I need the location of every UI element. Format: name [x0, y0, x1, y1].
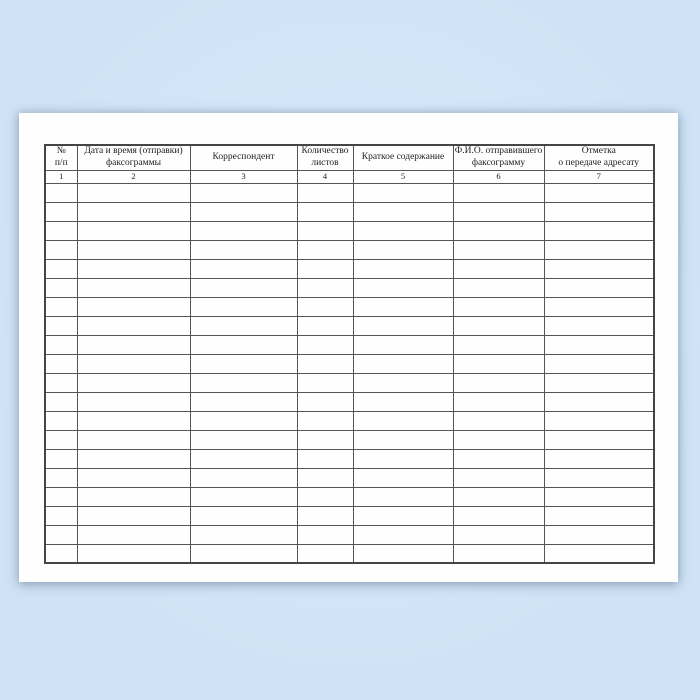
- blank-cell: [453, 316, 544, 335]
- blank-entry-row: [45, 259, 654, 278]
- blank-cell: [77, 297, 190, 316]
- blank-cell: [297, 202, 353, 221]
- blank-entry-row: [45, 430, 654, 449]
- blank-cell: [453, 221, 544, 240]
- column-number: 2: [77, 170, 190, 183]
- blank-cell: [353, 221, 453, 240]
- header-line: Количество: [301, 146, 349, 157]
- blank-cell: [353, 449, 453, 468]
- blank-cell: [297, 544, 353, 563]
- blank-cell: [297, 316, 353, 335]
- fax-log-table: [44, 144, 655, 564]
- blank-cell: [77, 544, 190, 563]
- blank-cell: [453, 449, 544, 468]
- blank-cell: [453, 506, 544, 525]
- blank-cell: [353, 297, 453, 316]
- blank-cell: [77, 221, 190, 240]
- blank-cell: [353, 544, 453, 563]
- blank-cell: [190, 316, 297, 335]
- header-line: листов: [311, 157, 339, 168]
- blank-cell: [353, 202, 453, 221]
- blank-cell: [453, 430, 544, 449]
- header-line: Краткое содержание: [361, 152, 445, 162]
- blank-cell: [190, 525, 297, 544]
- column-number-row: [45, 170, 654, 183]
- blank-entry-row: [45, 506, 654, 525]
- column-header-date-time: [77, 145, 190, 170]
- blank-cell: [297, 525, 353, 544]
- blank-entry-row: [45, 240, 654, 259]
- blank-cell: [544, 544, 654, 563]
- blank-cell: [77, 278, 190, 297]
- blank-cell: [453, 544, 544, 563]
- blank-cell: [453, 259, 544, 278]
- blank-cell: [77, 411, 190, 430]
- blank-cell: [544, 430, 654, 449]
- blank-cell: [297, 392, 353, 411]
- header-line: Отметка: [581, 146, 616, 157]
- blank-cell: [45, 297, 77, 316]
- blank-cell: [297, 373, 353, 392]
- blank-cell: [45, 544, 77, 563]
- blank-entry-row: [45, 487, 654, 506]
- blank-cell: [45, 373, 77, 392]
- blank-cell: [190, 392, 297, 411]
- blank-cell: [45, 430, 77, 449]
- blank-cell: [453, 183, 544, 202]
- blank-cell: [45, 468, 77, 487]
- blank-cell: [297, 430, 353, 449]
- blank-entry-row: [45, 202, 654, 221]
- blank-cell: [353, 183, 453, 202]
- blank-cell: [453, 354, 544, 373]
- blank-cell: [297, 278, 353, 297]
- blank-cell: [190, 183, 297, 202]
- blank-cell: [353, 392, 453, 411]
- blank-entry-row: [45, 183, 654, 202]
- blank-entry-row: [45, 525, 654, 544]
- blank-cell: [544, 392, 654, 411]
- blank-cell: [544, 335, 654, 354]
- blank-cell: [544, 316, 654, 335]
- blank-cell: [77, 335, 190, 354]
- blank-cell: [45, 259, 77, 278]
- blank-cell: [190, 373, 297, 392]
- blank-cell: [77, 449, 190, 468]
- blank-cell: [544, 259, 654, 278]
- blank-cell: [77, 240, 190, 259]
- blank-cell: [77, 468, 190, 487]
- blank-cell: [544, 354, 654, 373]
- blank-cell: [353, 373, 453, 392]
- blank-cell: [77, 202, 190, 221]
- blank-cell: [190, 335, 297, 354]
- blank-cell: [353, 259, 453, 278]
- blank-cell: [544, 468, 654, 487]
- blank-cell: [544, 373, 654, 392]
- blank-entry-row: [45, 297, 654, 316]
- column-header-delivery-mark: [544, 145, 654, 170]
- blank-cell: [45, 240, 77, 259]
- blank-cell: [190, 354, 297, 373]
- blank-cell: [297, 221, 353, 240]
- blank-cell: [77, 373, 190, 392]
- blank-entry-row: [45, 354, 654, 373]
- blank-entry-row: [45, 278, 654, 297]
- blank-cell: [544, 506, 654, 525]
- blank-cell: [190, 544, 297, 563]
- blank-cell: [353, 278, 453, 297]
- blank-cell: [190, 202, 297, 221]
- blank-entry-row: [45, 335, 654, 354]
- blank-cell: [453, 525, 544, 544]
- blank-cell: [190, 240, 297, 259]
- blank-cell: [190, 487, 297, 506]
- blank-cell: [190, 506, 297, 525]
- blank-entry-row: [45, 449, 654, 468]
- column-header-summary: [353, 145, 453, 170]
- blank-cell: [453, 335, 544, 354]
- blank-cell: [45, 202, 77, 221]
- blank-cell: [77, 487, 190, 506]
- column-number: 1: [45, 170, 77, 183]
- blank-cell: [544, 240, 654, 259]
- blank-cell: [190, 297, 297, 316]
- blank-cell: [77, 392, 190, 411]
- blank-cell: [453, 297, 544, 316]
- blank-cell: [353, 411, 453, 430]
- blank-cell: [77, 259, 190, 278]
- header-line: факсограммы: [106, 157, 161, 168]
- blank-cell: [297, 354, 353, 373]
- blank-cell: [45, 487, 77, 506]
- blank-cell: [45, 354, 77, 373]
- blank-cell: [544, 202, 654, 221]
- blank-cell: [353, 506, 453, 525]
- blank-cell: [77, 430, 190, 449]
- blank-cell: [544, 487, 654, 506]
- column-number: 5: [353, 170, 453, 183]
- blank-cell: [453, 487, 544, 506]
- blank-cell: [353, 468, 453, 487]
- blank-cell: [453, 468, 544, 487]
- blank-cell: [297, 297, 353, 316]
- blank-cell: [45, 392, 77, 411]
- column-header-sheet-count: [297, 145, 353, 170]
- column-number: 3: [190, 170, 297, 183]
- blank-cell: [453, 202, 544, 221]
- blank-entry-row: [45, 392, 654, 411]
- blank-entry-row: [45, 468, 654, 487]
- blank-cell: [453, 240, 544, 259]
- blank-cell: [297, 335, 353, 354]
- blank-cell: [297, 411, 353, 430]
- column-number: 6: [453, 170, 544, 183]
- column-number: 4: [297, 170, 353, 183]
- blank-cell: [77, 183, 190, 202]
- blank-cell: [453, 392, 544, 411]
- blank-cell: [190, 449, 297, 468]
- blank-cell: [45, 525, 77, 544]
- header-line: №: [56, 146, 66, 157]
- blank-cell: [45, 335, 77, 354]
- blank-entry-row: [45, 373, 654, 392]
- form-page: [19, 113, 678, 582]
- header-line: факсограмму: [471, 157, 526, 168]
- blank-cell: [190, 259, 297, 278]
- blank-cell: [77, 316, 190, 335]
- blank-cell: [77, 354, 190, 373]
- header-line: Дата и время (отправки): [84, 146, 183, 157]
- blank-cell: [353, 487, 453, 506]
- blank-cell: [353, 354, 453, 373]
- blank-cell: [544, 183, 654, 202]
- blank-cell: [297, 506, 353, 525]
- blank-cell: [45, 183, 77, 202]
- blank-entry-row: [45, 411, 654, 430]
- blank-cell: [297, 487, 353, 506]
- blank-cell: [77, 525, 190, 544]
- blank-entry-row: [45, 544, 654, 563]
- blank-cell: [353, 335, 453, 354]
- blank-cell: [45, 449, 77, 468]
- header-line: п/п: [54, 157, 68, 168]
- blank-cell: [544, 221, 654, 240]
- blank-cell: [353, 240, 453, 259]
- column-header-correspondent: [190, 145, 297, 170]
- blank-cell: [190, 430, 297, 449]
- blank-cell: [45, 221, 77, 240]
- blank-cell: [45, 316, 77, 335]
- blank-cell: [190, 411, 297, 430]
- table-header-row: [45, 145, 654, 170]
- blank-cell: [353, 316, 453, 335]
- blank-cell: [544, 278, 654, 297]
- blank-cell: [297, 259, 353, 278]
- blank-cell: [77, 506, 190, 525]
- blank-cell: [353, 525, 453, 544]
- blank-cell: [297, 468, 353, 487]
- blank-cell: [544, 297, 654, 316]
- blank-entry-row: [45, 316, 654, 335]
- blank-cell: [297, 449, 353, 468]
- column-header-sender-name: [453, 145, 544, 170]
- blank-cell: [190, 468, 297, 487]
- blank-cell: [453, 411, 544, 430]
- column-header-number: [45, 145, 77, 170]
- header-line: Корреспондент: [212, 152, 275, 162]
- blank-cell: [544, 449, 654, 468]
- blank-cell: [353, 430, 453, 449]
- blank-cell: [45, 411, 77, 430]
- blank-cell: [190, 221, 297, 240]
- blank-cell: [297, 183, 353, 202]
- column-number: 7: [544, 170, 654, 183]
- blank-cell: [453, 278, 544, 297]
- blank-cell: [297, 240, 353, 259]
- header-line: о передаче адресату: [558, 157, 640, 168]
- blank-cell: [544, 525, 654, 544]
- blank-cell: [45, 506, 77, 525]
- blank-entry-row: [45, 221, 654, 240]
- blank-cell: [190, 278, 297, 297]
- blank-cell: [544, 411, 654, 430]
- blank-cell: [45, 278, 77, 297]
- header-line: Ф.И.О. отправившего: [454, 146, 543, 157]
- blank-cell: [453, 373, 544, 392]
